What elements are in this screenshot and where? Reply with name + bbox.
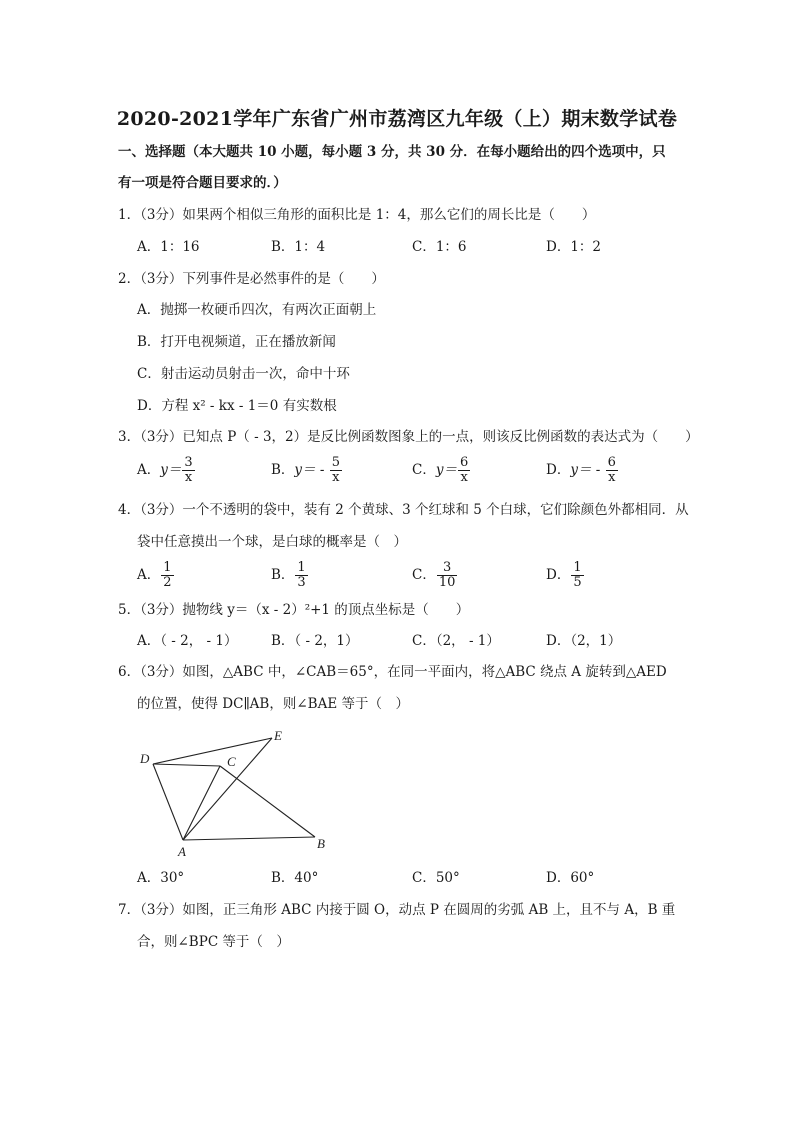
question-1-option-c: C．1：6 bbox=[412, 239, 467, 255]
denominator: 10 bbox=[438, 575, 456, 590]
numerator: 6 bbox=[459, 455, 469, 470]
numerator: 1 bbox=[297, 560, 306, 575]
question-6-option-a: A．30° bbox=[137, 870, 185, 886]
option-label: C． bbox=[412, 567, 436, 583]
fraction bbox=[606, 456, 618, 485]
section-heading-line2: 有一项是符合题目要求的．） bbox=[118, 175, 287, 191]
question-1-option-d: D．1：2 bbox=[546, 239, 602, 255]
numerator: 3 bbox=[437, 561, 458, 576]
section-heading-line1: 一、选择题（本大题共 10 小题，每小题 3 分，共 30 分．在每小题给出的四个选项中，只 bbox=[118, 144, 666, 160]
option-label: B． bbox=[271, 462, 295, 478]
fraction bbox=[458, 456, 470, 485]
question-3-option-c bbox=[412, 456, 471, 485]
question-3-option-d bbox=[546, 456, 619, 485]
denominator: 5 bbox=[573, 575, 582, 590]
question-7-stem-line2: 合，则∠BPC 等于（ ） bbox=[137, 934, 290, 950]
question-4-option-c bbox=[412, 561, 458, 590]
question-5-option-c: C．（2， - 1） bbox=[412, 633, 500, 649]
label-c: C bbox=[227, 754, 236, 769]
denominator: x bbox=[184, 470, 193, 485]
option-label: A． bbox=[137, 462, 161, 478]
denominator: x bbox=[332, 470, 340, 485]
question-5-option-a: A．（ - 2， - 1） bbox=[137, 633, 238, 649]
option-prefix: y＝ - bbox=[570, 462, 605, 478]
question-2-stem: 2．（3分）下列事件是必然事件的是（ ） bbox=[118, 271, 385, 287]
label-a: A bbox=[178, 844, 186, 859]
question-2-option-b: B．打开电视频道，正在播放新闻 bbox=[137, 334, 336, 350]
question-5-option-b: B．（ - 2，1） bbox=[271, 633, 359, 649]
fraction bbox=[330, 456, 342, 485]
rotation-figure bbox=[134, 726, 334, 861]
question-4-option-b bbox=[271, 561, 309, 590]
label-e: E bbox=[274, 728, 282, 743]
question-3-option-a bbox=[137, 456, 196, 485]
question-1-option-b: B．1：4 bbox=[271, 239, 326, 255]
question-1-stem: 1．（3分）如果两个相似三角形的面积比是 1：4，那么它们的周长比是（ ） bbox=[118, 207, 596, 223]
fraction bbox=[295, 561, 307, 590]
fraction bbox=[437, 561, 458, 590]
segment-cb bbox=[220, 766, 315, 837]
numerator: 6 bbox=[607, 455, 616, 470]
numerator: 1 bbox=[163, 560, 172, 575]
question-6-option-c: C．50° bbox=[412, 870, 460, 886]
option-label: A． bbox=[137, 567, 161, 583]
denominator: 3 bbox=[297, 575, 306, 590]
option-prefix: y＝ bbox=[435, 462, 457, 478]
question-4-option-d bbox=[546, 561, 585, 590]
question-3-stem: 3．（3分）已知点 P（ - 3，2）是反比例函数图象上的一点，则该反比例函数的表达式为（ ） bbox=[118, 429, 699, 445]
question-6-stem-line2: 的位置，使得 DC∥AB，则∠BAE 等于（ ） bbox=[137, 696, 409, 712]
option-prefix: y＝ bbox=[160, 462, 182, 478]
question-5-stem: 5．（3分）抛物线 y＝（x - 2）²+1 的顶点坐标是（ ） bbox=[118, 602, 470, 618]
segment-da bbox=[153, 764, 183, 840]
option-label: C． bbox=[412, 462, 436, 478]
question-6-stem-line1: 6．（3分）如图，△ABC 中，∠CAB＝65°，在同一平面内，将△ABC 绕点 A 旋转到△AED bbox=[118, 664, 667, 680]
question-5-option-d: D．（2，1） bbox=[546, 633, 622, 649]
numerator: 1 bbox=[573, 560, 582, 575]
question-1-option-a: A．1：16 bbox=[137, 239, 200, 255]
question-4-stem-line2: 袋中任意摸出一个球，是白球的概率是（ ） bbox=[137, 534, 407, 550]
question-2-option-a: A．抛掷一枚硬币四次，有两次正面朝上 bbox=[137, 302, 377, 318]
numerator: 3 bbox=[184, 455, 193, 470]
fraction bbox=[161, 561, 173, 590]
segment-dc bbox=[153, 764, 220, 766]
option-label: D． bbox=[546, 462, 571, 478]
option-prefix: y＝ - bbox=[294, 462, 329, 478]
denominator: 2 bbox=[163, 575, 172, 590]
numerator: 5 bbox=[331, 455, 340, 470]
segment-de bbox=[153, 738, 272, 764]
question-6-option-b: B．40° bbox=[271, 870, 319, 886]
question-3-option-b bbox=[271, 456, 343, 485]
option-label: D． bbox=[546, 567, 571, 583]
question-2-option-c: C．射击运动员射击一次，命中十环 bbox=[137, 366, 350, 382]
question-4-option-a bbox=[137, 561, 175, 590]
question-7-stem-line1: 7．（3分）如图，正三角形 ABC 内接于圆 O，动点 P 在圆周的劣弧 AB 上，且不与 A，B 重 bbox=[118, 902, 676, 918]
question-6-option-d: D．60° bbox=[546, 870, 595, 886]
denominator: x bbox=[460, 470, 468, 485]
denominator: x bbox=[608, 470, 616, 485]
question-4-stem-line1: 4．（3分）一个不透明的袋中，装有 2 个黄球、3 个红球和 5 个白球，它们除颜色外都相同．从 bbox=[118, 502, 689, 518]
label-d: D bbox=[140, 751, 150, 766]
label-b: B bbox=[317, 836, 325, 851]
fraction bbox=[571, 561, 583, 590]
fraction bbox=[182, 456, 194, 485]
question-2-option-d: D．方程 x² - kx - 1＝0 有实数根 bbox=[137, 398, 337, 414]
option-label: B． bbox=[271, 567, 295, 583]
page-title: 2020-2021学年广东省广州市荔湾区九年级（上）期末数学试卷 bbox=[116, 108, 678, 130]
segment-ca bbox=[183, 766, 220, 840]
segment-ab bbox=[183, 837, 315, 840]
